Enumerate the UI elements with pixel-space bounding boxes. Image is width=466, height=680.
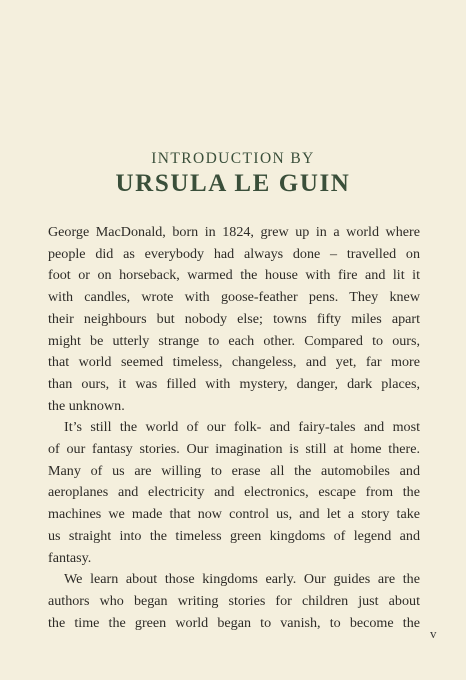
text-line: than ours, it was filled with mystery, danger, dark places, bbox=[48, 375, 420, 392]
text-line: the unknown. bbox=[48, 397, 125, 414]
paragraph-1 bbox=[48, 222, 420, 417]
text-line: their neighbours but nobody else; towns fifty miles apart bbox=[48, 310, 420, 327]
text-line: aeroplanes and electricity and electronics, escape from the bbox=[48, 484, 420, 501]
text-line: with candles, wrote with goose-feather pens. They knew bbox=[48, 289, 420, 306]
text-line: the time the green world began to vanish, to become the bbox=[48, 614, 420, 631]
text-line: foot or on horseback, warmed the house with fire and lit it bbox=[48, 267, 420, 284]
text-line: that world seemed timeless, changeless, and yet, far more bbox=[48, 354, 420, 371]
text-line: It’s still the world of our folk- and fairy-tales and most bbox=[64, 419, 420, 436]
chapter-heading-line-1: INTRODUCTION BY bbox=[151, 150, 315, 167]
text-line: people did as everybody had always done – travelled on bbox=[48, 245, 420, 262]
page-number: v bbox=[430, 626, 437, 641]
text-line: fantasy. bbox=[48, 549, 92, 566]
chapter-heading-author: URSULA LE GUIN bbox=[115, 170, 351, 197]
text-line: might be utterly strange to each other. Compared to ours, bbox=[48, 332, 420, 349]
text-line: us straight into the timeless green kingdoms of legend and bbox=[48, 527, 420, 544]
text-line: machines we made that now control us, and let a story take bbox=[48, 506, 420, 523]
text-line: We learn about those kingdoms early. Our guides are the bbox=[64, 571, 420, 588]
paragraph-3 bbox=[48, 569, 420, 634]
text-line: George MacDonald, born in 1824, grew up in a world where bbox=[48, 224, 420, 240]
text-line: Many of us are willing to erase all the automobiles and bbox=[48, 462, 420, 479]
text-line: of our fantasy stories. Our imagination is still at home there. bbox=[48, 441, 420, 458]
body-text bbox=[48, 222, 420, 634]
paragraph-2 bbox=[48, 417, 420, 569]
text-line: authors who began writing stories for children just about bbox=[48, 592, 420, 609]
